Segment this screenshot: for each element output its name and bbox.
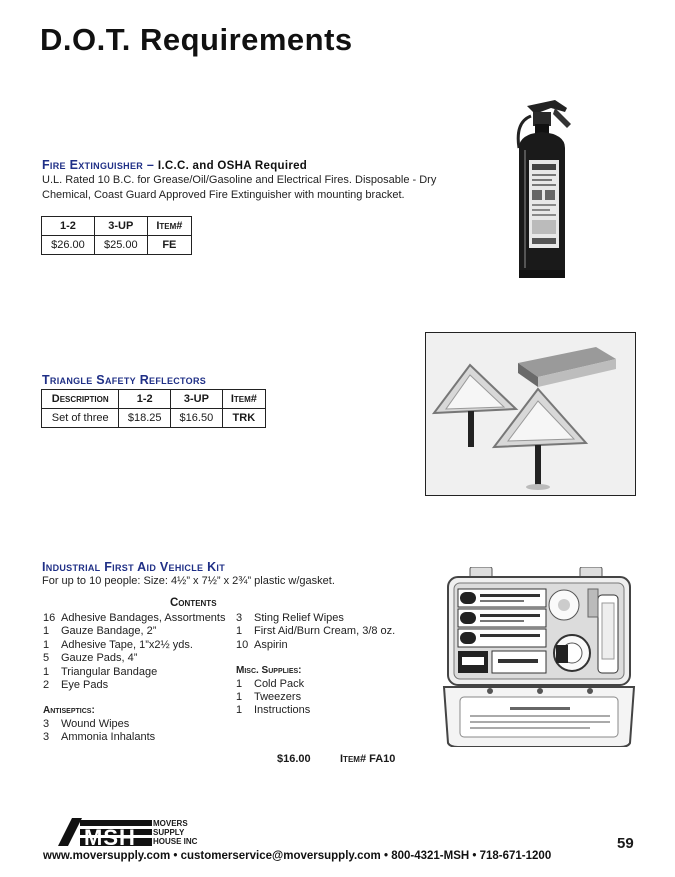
- list-item: [236, 691, 416, 704]
- misc-supplies-title: Misc. Supplies:: [236, 665, 302, 677]
- table-header-row: [42, 390, 266, 409]
- item-qty: 5: [43, 652, 50, 665]
- item-qty: 1: [236, 704, 243, 717]
- table-cell: Set of three: [42, 409, 119, 428]
- table-header: Description: [42, 390, 119, 409]
- item-name: Tweezers: [254, 691, 302, 704]
- fire-extinguisher-note: I.C.C. and OSHA Required: [157, 160, 308, 172]
- list-item: [43, 679, 233, 692]
- item-name: Adhesive Bandages, Assortments: [61, 612, 226, 624]
- first-aid-description: For up to 10 people: Size: 4½” x 7½” x 2¾” plastic w/gasket.: [42, 575, 335, 587]
- item-name: Gauze Bandage, 2”: [61, 625, 157, 638]
- fire-extinguisher-heading: [42, 158, 307, 172]
- item-name: Aspirin: [254, 638, 288, 651]
- item-qty: 1: [43, 665, 50, 678]
- table-header: Item#: [222, 390, 265, 409]
- item-qty: 1: [43, 625, 50, 638]
- fire-extinguisher-price-table: [41, 216, 192, 255]
- page-number: 59: [617, 835, 634, 852]
- item-qty: 2: [43, 679, 50, 692]
- list-item: [43, 652, 233, 665]
- list-item: [236, 704, 416, 717]
- list-item: [236, 612, 416, 625]
- table-cell: FE: [147, 236, 191, 255]
- item-label: Item#: [340, 753, 367, 765]
- table-header-row: [42, 217, 192, 236]
- item-qty: 3: [43, 717, 50, 730]
- item-qty: 3: [43, 731, 50, 744]
- item-name: Wound Wipes: [61, 717, 130, 730]
- reflectors-photo: [425, 332, 636, 496]
- first-aid-item-number: [340, 753, 395, 765]
- company-line-3: HOUSE INC: [153, 837, 198, 846]
- table-cell: TRK: [222, 409, 265, 428]
- item-name: Instructions: [254, 704, 311, 717]
- item-number: FA10: [369, 753, 396, 765]
- item-name: First Aid/Burn Cream, 3/8 oz.: [254, 625, 396, 638]
- list-item: [236, 678, 416, 691]
- fire-extinguisher-image: [505, 98, 585, 283]
- footer-contact: www.moversupply.com • customerservice@moversupply.com • 800-4321-MSH • 718-671-1200: [43, 850, 552, 862]
- table-cell: $16.50: [171, 409, 223, 428]
- list-item: [43, 731, 233, 744]
- company-name: [153, 819, 197, 846]
- table-header: Item#: [147, 217, 191, 236]
- first-aid-price: $16.00: [277, 753, 311, 765]
- table-header: 3-UP: [171, 390, 223, 409]
- item-name: Gauze Pads, 4”: [61, 652, 138, 665]
- item-qty: 1: [236, 677, 243, 690]
- item-name: Ammonia Inhalants: [61, 731, 156, 744]
- table-cell: $26.00: [42, 236, 95, 255]
- item-name: Eye Pads: [61, 679, 109, 692]
- table-header: 3-UP: [94, 217, 147, 236]
- reflectors-heading: Triangle Safety Reflectors: [42, 373, 207, 387]
- fire-extinguisher-desc-line-1: U.L. Rated 10 B.C. for Grease/Oil/Gasoline and Electrical Fires. Disposable - Dry: [42, 174, 437, 186]
- first-aid-heading: Industrial First Aid Vehicle Kit: [42, 560, 226, 574]
- list-item: [43, 666, 233, 679]
- company-line-1: MOVERS: [153, 819, 188, 828]
- item-qty: 3: [236, 612, 243, 624]
- contents-right-list: [236, 612, 416, 718]
- fire-extinguisher-desc-line-2: Chemical, Coast Guard Approved Fire Extinguisher with mounting bracket.: [42, 189, 405, 201]
- table-header: 1-2: [119, 390, 171, 409]
- item-name: Cold Pack: [254, 677, 305, 690]
- contents-left-list: [43, 612, 233, 745]
- contents-title: Contents: [170, 597, 217, 609]
- item-name: Adhesive Tape, 1”x2½ yds.: [61, 638, 193, 651]
- item-qty: 16: [43, 612, 56, 624]
- item-qty: 10: [236, 638, 249, 651]
- page-title: D.O.T. Requirements: [40, 22, 353, 57]
- first-aid-kit-image: [440, 567, 638, 747]
- list-item: [236, 625, 416, 638]
- item-qty: 1: [43, 638, 50, 651]
- list-item: [236, 639, 416, 652]
- list-item: [43, 612, 233, 625]
- list-item: [43, 625, 233, 638]
- fire-extinguisher-description: [42, 173, 462, 203]
- table-row: [42, 409, 266, 428]
- table-cell: $25.00: [94, 236, 147, 255]
- list-item: [43, 718, 233, 731]
- table-row: [42, 236, 192, 255]
- antiseptics-title: Antiseptics:: [43, 705, 95, 717]
- table-cell: $18.25: [119, 409, 171, 428]
- reflectors-price-table: [41, 389, 266, 428]
- list-item: [43, 639, 233, 652]
- item-name: Sting Relief Wipes: [254, 612, 344, 624]
- item-name: Triangular Bandage: [61, 665, 158, 678]
- table-header: 1-2: [42, 217, 95, 236]
- company-line-2: SUPPLY: [153, 828, 185, 837]
- logo-letters: MSH: [84, 825, 136, 848]
- item-qty: 1: [236, 691, 243, 704]
- fire-extinguisher-title: Fire Extinguisher –: [42, 158, 155, 172]
- item-qty: 1: [236, 625, 243, 638]
